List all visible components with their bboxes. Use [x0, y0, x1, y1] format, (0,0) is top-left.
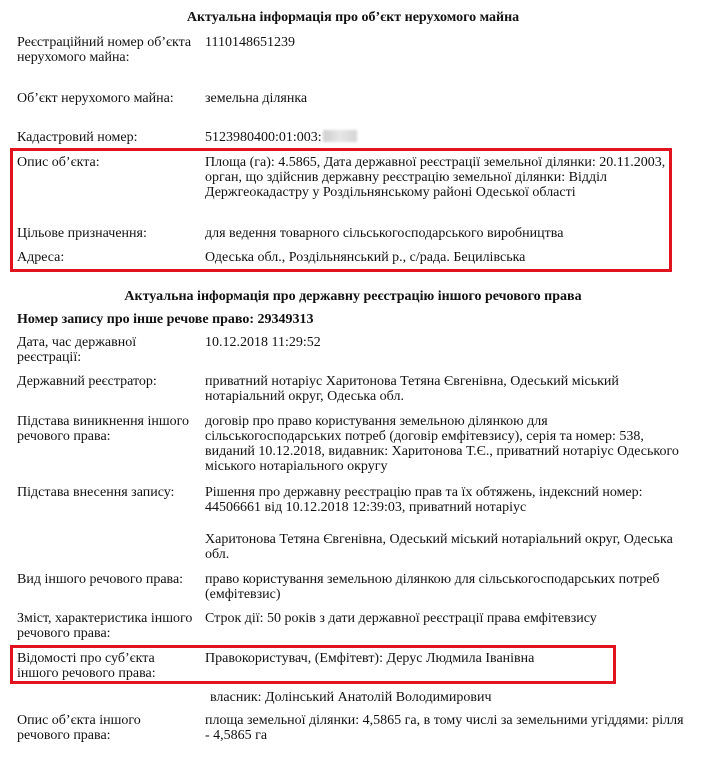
label-entry-basis: Підстава внесення запису:: [17, 485, 175, 500]
value-right-type: право користування земельною ділянкою для сільськогосподарських потреб (емфітевзис): [205, 572, 660, 602]
record-number: Номер запису про інше речове право: 29349313: [17, 312, 314, 327]
value-registration-date: 10.12.2018 11:29:52: [205, 335, 321, 350]
cadastral-number-text: 5123980400:01:003:: [205, 130, 322, 145]
label-address: Адреса:: [17, 250, 65, 265]
value-registration-number: 1110148651239: [205, 35, 295, 50]
value-property-object: земельна ділянка: [205, 91, 308, 106]
label-property-object: Об’єкт нерухомого майна:: [17, 91, 174, 106]
value-right-object-description: площа земельної ділянки: 4,5865 га, в тому числі за земельними угіддями: рілля - 4,5865 га: [205, 713, 684, 743]
label-purpose: Цільове призначення:: [17, 226, 147, 241]
value-registrar: приватний нотаріус Харитонова Тетяна Євгенівна, Одеський міський нотаріальний округ, Одеська обл.: [205, 374, 619, 404]
value-address: Одеська обл., Роздільнянський р., с/рада. Бецилівська: [205, 250, 526, 265]
value-right-content: Строк дії: 50 років з дати державної реєстрації права емфітевзису: [205, 611, 597, 626]
value-entry-basis: Рішення про державну реєстрацію прав та їх обтяжень, індексний номер: 44506661 від 10.12.2018 12:39:03, приватний нотаріус: [205, 485, 643, 515]
label-right-type: Вид іншого речового права:: [17, 572, 184, 587]
value-cadastral-number: [205, 130, 685, 145]
value-object-description: Площа (га): 4.5865, Дата державної реєстрації земельної ділянки: 20.11.2003, орган, що здійснив державну реєстрацію земельної ділянки: Відділ Держгеокадастру у Роздільнянському районі Одеської області: [205, 155, 666, 200]
label-object-description: Опис об’єкта:: [17, 155, 100, 170]
label-right-basis: Підстава виникнення іншого речового права:: [17, 414, 190, 444]
label-cadastral-number: Кадастровий номер:: [17, 130, 138, 145]
label-registration-date: Дата, час державної реєстрації:: [17, 335, 137, 365]
value-owner: власник: Долінський Анатолій Володимирович: [210, 690, 492, 705]
section-title-registration: Актуальна інформація про державну реєстрацію іншого речового права: [124, 289, 582, 304]
label-right-content: Зміст, характеристика іншого речового права:: [17, 611, 193, 641]
value-entry-basis-continued: Харитонова Тетяна Євгенівна, Одеський міський нотаріальний округ, Одеська обл.: [205, 532, 673, 562]
section-title-property: Актуальна інформація про об’єкт нерухомого майна: [186, 10, 520, 25]
value-right-basis: договір про право користування земельною ділянкою для сільськогосподарських потреб (договір емфітевзису), серія та номер: 538, виданий 10.12.2018, видавник: Харитонова Т.Є., приватний нотаріус Одеського міського нотаріального округу: [205, 414, 679, 474]
label-right-object-description: Опис об’єкта іншого речового права:: [17, 713, 141, 743]
label-registration-number: Реєстраційний номер об’єкта нерухомого майна:: [17, 35, 192, 65]
value-purpose: для ведення товарного сільськогосподарського виробництва: [205, 226, 564, 241]
redacted-blur: [323, 130, 357, 142]
value-right-subject: Правокористувач, (Емфітевт): Дерус Людмила Іванівна: [205, 651, 535, 666]
label-registrar: Державний реєстратор:: [17, 374, 157, 389]
label-right-subject: Відомості про суб’єкта іншого речового права:: [17, 651, 156, 681]
